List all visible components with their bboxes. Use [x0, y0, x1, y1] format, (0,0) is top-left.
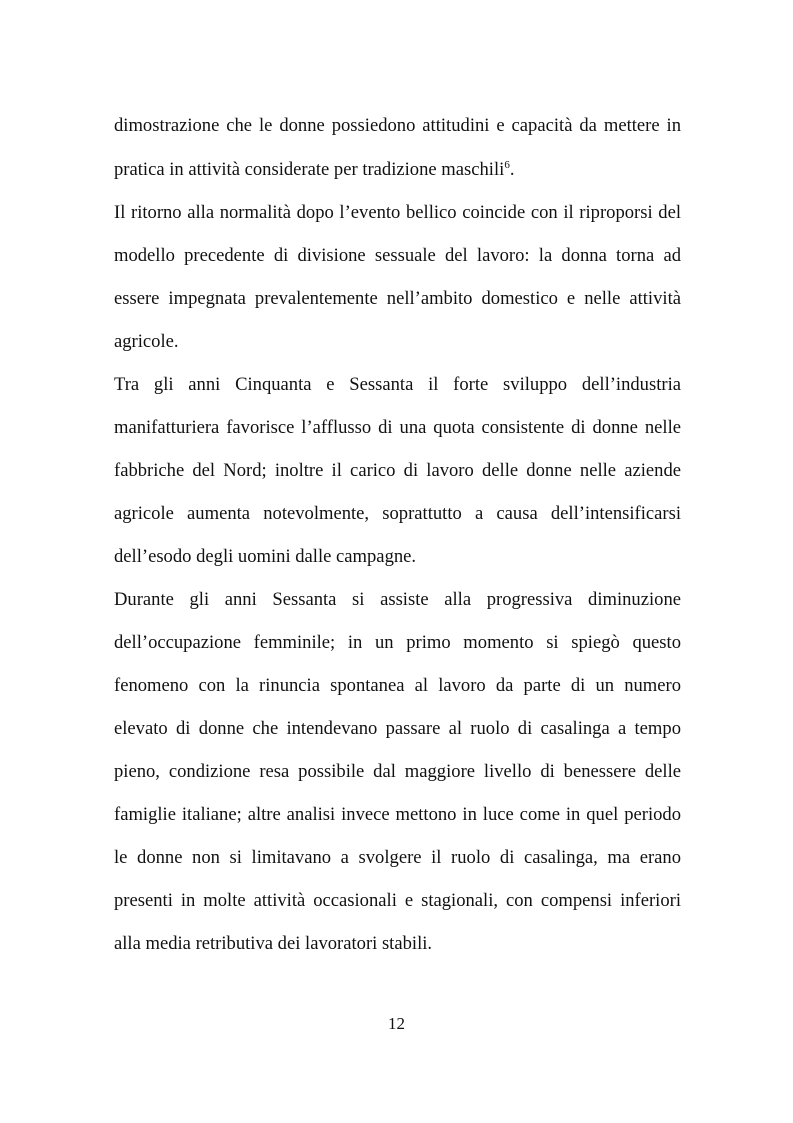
text-line-3: Il ritorno alla normalità dopo l’evento bellico coincide con il riproporsi del	[114, 202, 681, 223]
text-line-10: agricole aumenta notevolmente, soprattutto a causa dell’intensificarsi	[114, 503, 681, 524]
text-line-15: elevato di donne che intendevano passare al ruolo di casalinga a tempo	[114, 718, 681, 739]
page-number: 12	[388, 1014, 405, 1033]
text-line-8: manifatturiera favorisce l’afflusso di una quota consistente di donne nelle	[114, 417, 681, 438]
text-line-20: alla media retributiva dei lavoratori stabili.	[114, 933, 433, 954]
footnote-ref: 6	[504, 158, 510, 171]
text-line-19: presenti in molte attività occasionali e stagionali, con compensi inferiori	[114, 890, 681, 911]
text-line-17: famiglie italiane; altre analisi invece mettono in luce come in quel periodo	[114, 804, 681, 825]
text-line-18: le donne non si limitavano a svolgere il ruolo di casalinga, ma erano	[114, 847, 681, 868]
text-line-13: dell’occupazione femminile; in un primo momento si spiegò questo	[114, 632, 681, 653]
text-line-11: dell’esodo degli uomini dalle campagne.	[114, 546, 417, 567]
text-line-16: pieno, condizione resa possibile dal maggiore livello di benessere delle	[114, 761, 681, 782]
text-line-2-body: pratica in attività considerate per tradizione maschili	[114, 159, 505, 180]
text-line-6: agricole.	[114, 331, 179, 352]
text-line-1: dimostrazione che le donne possiedono attitudini e capacità da mettere in	[114, 115, 681, 136]
text-line-7: Tra gli anni Cinquanta e Sessanta il forte sviluppo dell’industria	[114, 374, 681, 395]
text-line-9: fabbriche del Nord; inoltre il carico di lavoro delle donne nelle aziende	[114, 460, 681, 481]
text-line-12: Durante gli anni Sessanta si assiste alla progressiva diminuzione	[114, 589, 681, 610]
text-line-2	[114, 158, 681, 182]
text-line-4: modello precedente di divisione sessuale del lavoro: la donna torna ad	[114, 245, 681, 266]
text-line-2-end: .	[509, 159, 515, 180]
text-line-14: fenomeno con la rinuncia spontanea al lavoro da parte di un numero	[114, 675, 681, 696]
text-line-5: essere impegnata prevalentemente nell’ambito domestico e nelle attività	[114, 288, 681, 309]
